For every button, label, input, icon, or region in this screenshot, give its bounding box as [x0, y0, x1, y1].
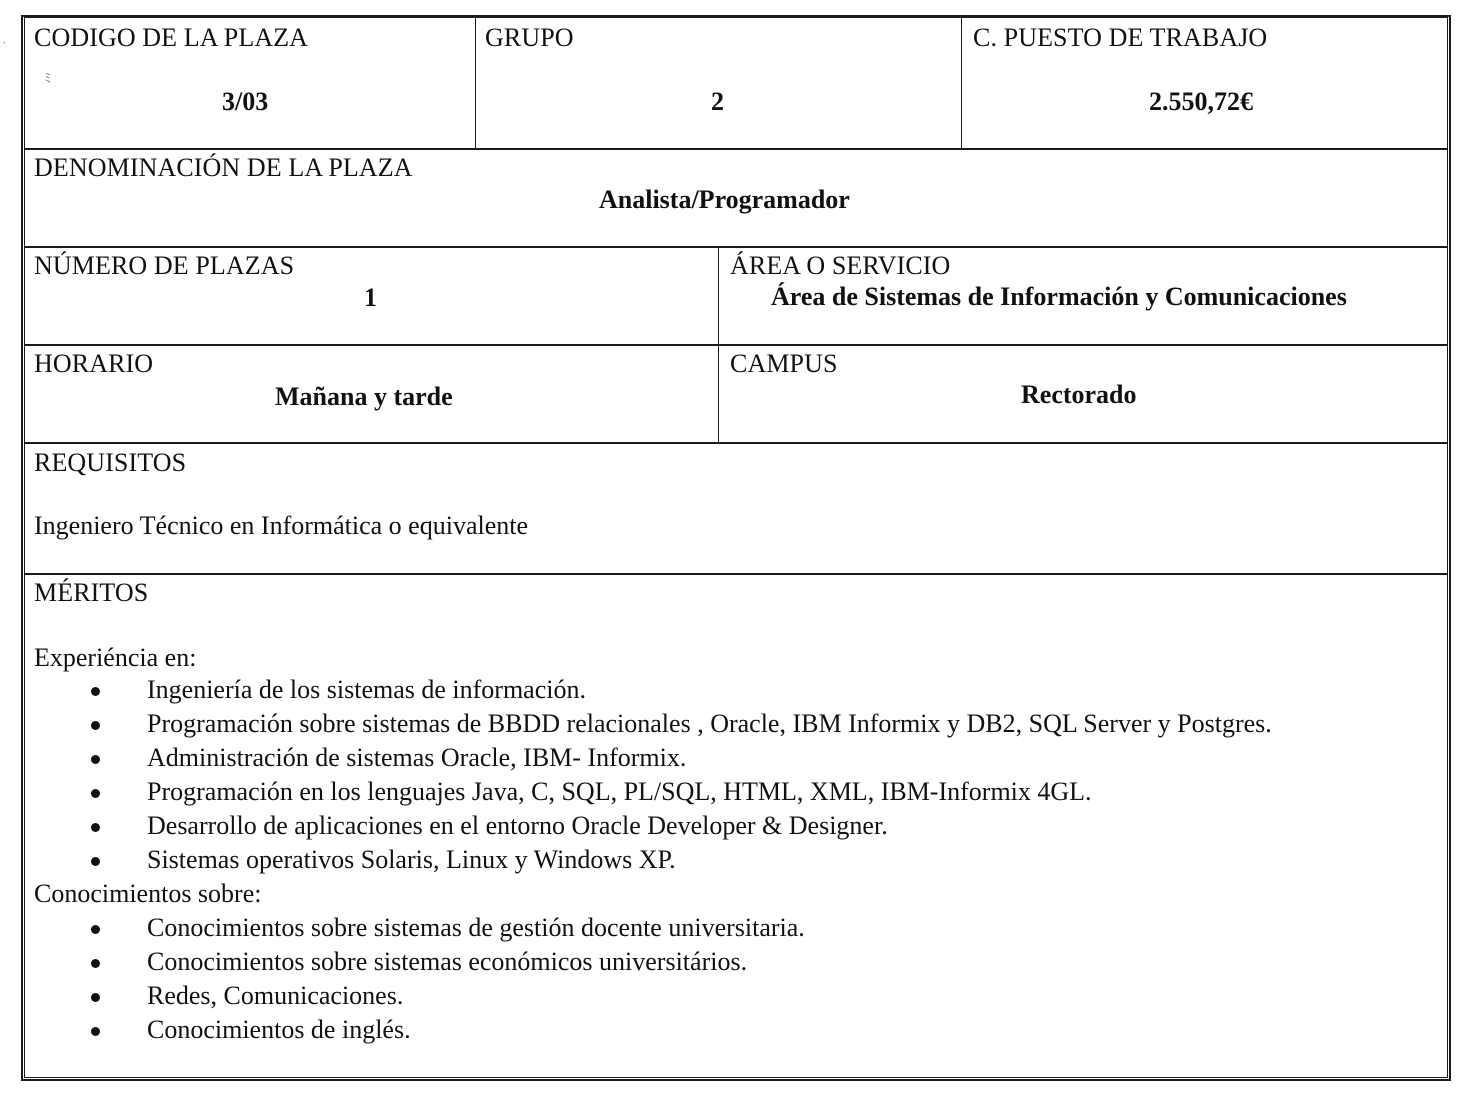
list-item-text: Conocimientos de inglés.: [147, 1015, 411, 1044]
list-item-text: Redes, Comunicaciones.: [147, 981, 404, 1010]
bullet-icon: [91, 823, 100, 832]
list-item-text: Conocimientos sobre sistemas económicos universitários.: [147, 947, 748, 976]
bullet-icon: [91, 755, 100, 764]
bullet-icon: [91, 925, 100, 934]
list-item-text: Programación en los lenguajes Java, C, SQL, PL/SQL, HTML, XML, IBM-Informix 4GL.: [147, 777, 1092, 806]
codigo-value: 3/03: [222, 87, 269, 116]
numero-value: 1: [364, 283, 377, 312]
grupo-value: 2: [711, 87, 724, 116]
col-divider-puesto: [961, 17, 962, 148]
denominacion-label: DENOMINACIÓN DE LA PLAZA: [34, 153, 413, 182]
bullet-icon: [91, 789, 100, 798]
campus-label: CAMPUS: [730, 349, 838, 378]
bullet-icon: [91, 687, 100, 696]
denominacion-value: Analista/Programador: [599, 185, 850, 214]
conocimientos-heading: Conocimientos sobre:: [34, 879, 262, 908]
puesto-value: 2.550,72€: [1149, 87, 1253, 116]
experiencia-heading: Experiéncia en:: [34, 643, 197, 672]
list-item-text: Administración de sistemas Oracle, IBM- Informix.: [147, 743, 687, 772]
col-divider-middle: [718, 246, 719, 442]
list-item-text: Conocimientos sobre sistemas de gestión docente universitaria.: [147, 913, 805, 942]
scan-speck: ˙: [2, 40, 7, 55]
requisitos-text: Ingeniero Técnico en Informática o equivalente: [34, 511, 529, 540]
row-divider-4: [24, 442, 1448, 444]
bullet-icon: [91, 857, 100, 866]
codigo-label: CODIGO DE LA PLAZA: [34, 23, 309, 52]
horario-value: Mañana y tarde: [275, 382, 453, 411]
list-item-text: Ingeniería de los sistemas de información.: [147, 675, 586, 704]
list-item-text: Programación sobre sistemas de BBDD relacionales , Oracle, IBM Informix y DB2, SQL Server y Postgres.: [147, 709, 1272, 738]
puesto-label: C. PUESTO DE TRABAJO: [973, 23, 1268, 52]
area-label: ÁREA O SERVICIO: [730, 251, 951, 280]
grupo-label: GRUPO: [485, 23, 574, 52]
requisitos-label: REQUISITOS: [34, 448, 187, 477]
list-item-text: Desarrollo de aplicaciones en el entorno Oracle Developer & Designer.: [147, 811, 888, 840]
col-divider-grupo: [475, 17, 476, 148]
meritos-label: MÉRITOS: [34, 578, 149, 607]
row-divider-1: [24, 148, 1448, 150]
scan-speck: ﾐ: [44, 72, 51, 87]
bullet-icon: [91, 721, 100, 730]
horario-label: HORARIO: [34, 349, 154, 378]
row-divider-3: [24, 344, 1448, 346]
bullet-icon: [91, 993, 100, 1002]
list-item-text: Sistemas operativos Solaris, Linux y Windows XP.: [147, 845, 676, 874]
row-divider-5: [24, 573, 1448, 575]
area-value: Área de Sistemas de Información y Comunicaciones: [771, 282, 1347, 311]
campus-value: Rectorado: [1021, 380, 1137, 409]
bullet-icon: [91, 959, 100, 968]
bullet-icon: [91, 1027, 100, 1036]
numero-label: NÚMERO DE PLAZAS: [34, 251, 295, 280]
row-divider-2: [24, 246, 1448, 248]
